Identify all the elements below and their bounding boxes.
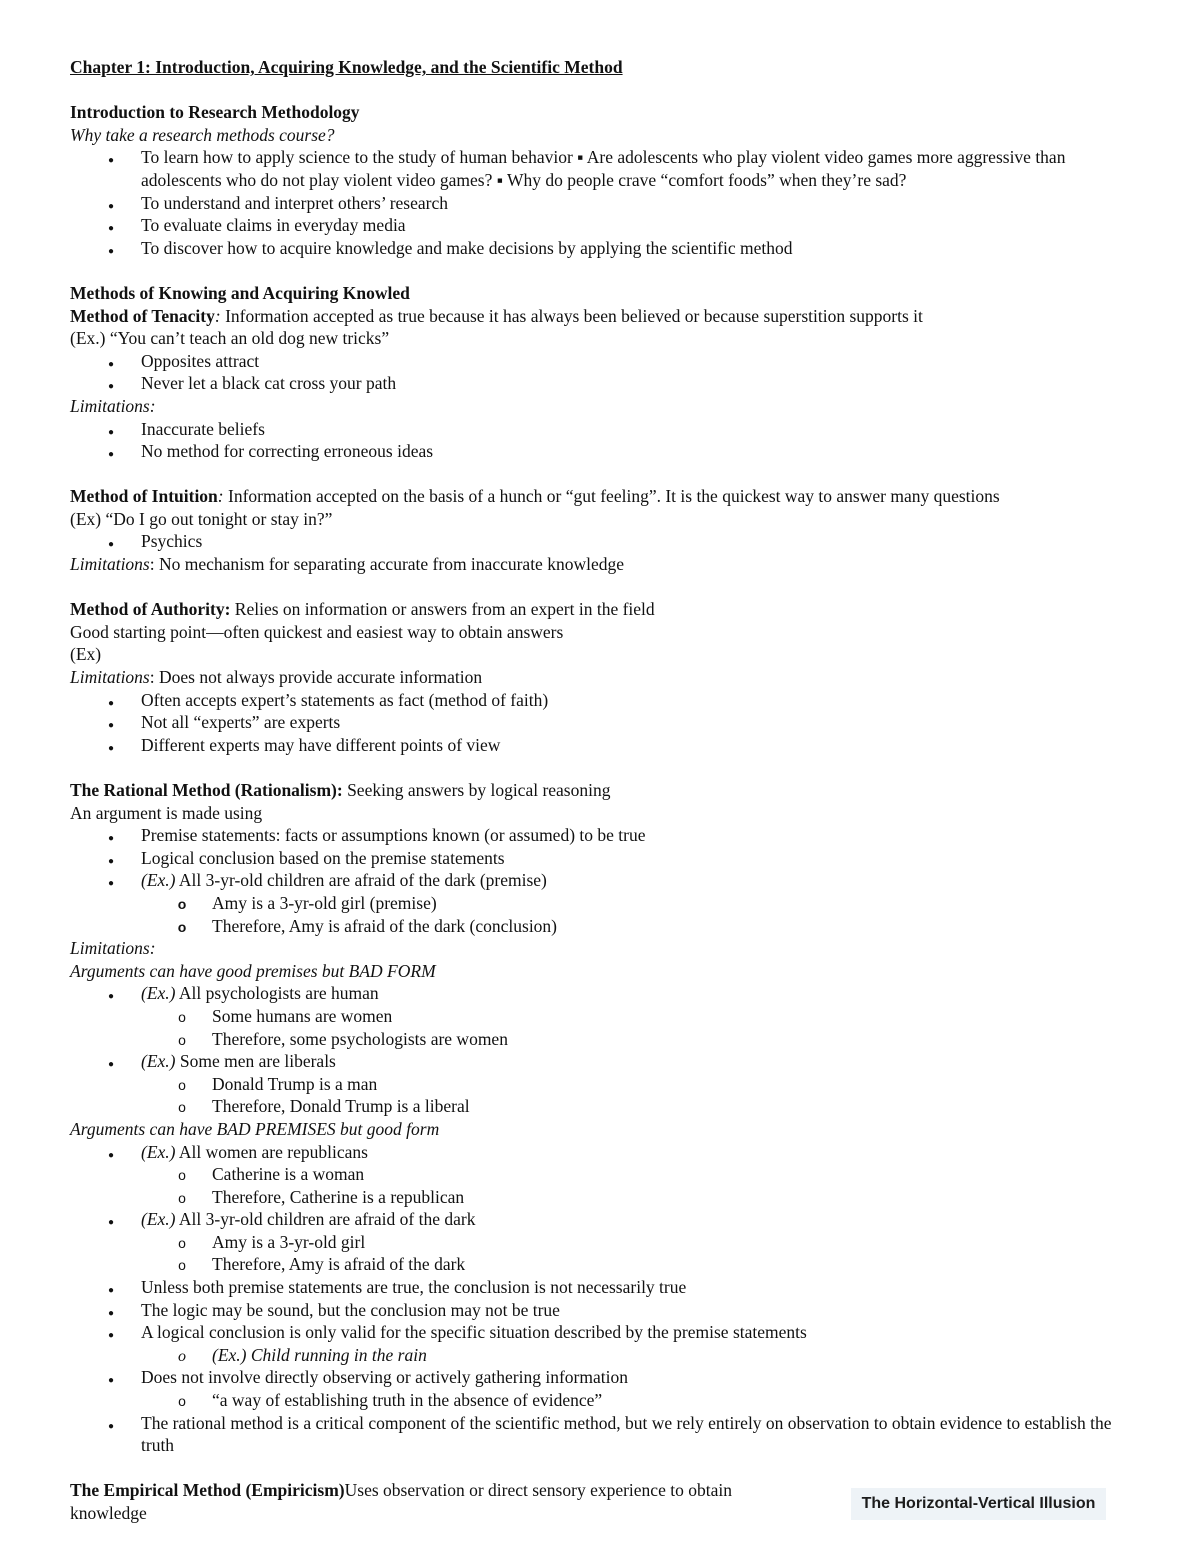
bullet-icon bbox=[104, 372, 118, 399]
list-item: ● Premise statements: facts or assumptions known (or assumed) to be true bbox=[70, 824, 1145, 847]
list-item: ● The rational method is a critical component of the scientific method, but we rely entirely on observation to obtain evidence to establish the truth bbox=[70, 1412, 1145, 1457]
list-item: ● Psychics bbox=[70, 530, 1145, 553]
intro-heading: Introduction to Research Methodology bbox=[70, 102, 360, 123]
empirical-label: The Empirical Method (Empiricism) bbox=[70, 1480, 345, 1501]
list-item: ● (Ex.) All 3-yr-old children are afraid of the dark (premise) bbox=[70, 869, 1145, 892]
sub-bullet-icon bbox=[175, 1389, 189, 1413]
list-item: ● No method for correcting erroneous ideas bbox=[70, 440, 1145, 463]
bullet-icon bbox=[104, 440, 118, 467]
list-item: ● Logical conclusion based on the premise statements bbox=[70, 847, 1145, 870]
authority-line2: Good starting point—often quickest and easiest way to obtain answers bbox=[70, 621, 564, 642]
illusion-figure bbox=[851, 1488, 1106, 1520]
intro-question: Why take a research methods course? bbox=[70, 124, 335, 145]
list-item: ● A logical conclusion is only valid for the specific situation described by the premise statements bbox=[70, 1321, 1145, 1344]
list-item: ● Unless both premise statements are true, the conclusion is not necessarily true bbox=[70, 1276, 1145, 1299]
list-item: ● Inaccurate beliefs bbox=[70, 418, 1145, 441]
list-item: o Amy is a 3-yr-old girl bbox=[70, 1231, 1145, 1254]
authority-definition: Method of Authority: Relies on information or answers from an expert in the field bbox=[70, 599, 655, 620]
list-item: ● (Ex.) All 3-yr-old children are afraid of the dark bbox=[70, 1208, 1145, 1231]
list-item: ● To discover how to acquire knowledge and make decisions by applying the scientific method bbox=[70, 237, 1145, 260]
empirical-definition: The Empirical Method (Empiricism)Uses observation or direct sensory experience to obtain bbox=[70, 1480, 732, 1501]
sub-bullet-icon bbox=[175, 1231, 189, 1255]
list-item: ● Opposites attract bbox=[70, 350, 1145, 373]
bad-form-heading: Arguments can have good premises but BAD FORM bbox=[70, 960, 436, 981]
bullet-icon bbox=[104, 734, 118, 761]
rational-definition: The Rational Method (Rationalism): Seeking answers by logical reasoning bbox=[70, 780, 611, 800]
list-item: ● (Ex.) All women are republicans bbox=[70, 1141, 1145, 1164]
tenacity-limitations-list bbox=[70, 418, 1145, 463]
list-item: ● Does not involve directly observing or actively gathering information bbox=[70, 1366, 1145, 1389]
tenacity-examples-list bbox=[70, 350, 1145, 395]
sub-bullet-icon bbox=[175, 1186, 189, 1210]
sub-bullet-icon bbox=[175, 1253, 189, 1277]
list-item: ● To evaluate claims in everyday media bbox=[70, 214, 1145, 237]
list-item: ● To understand and interpret others’ research bbox=[70, 192, 1145, 215]
tenacity-example: (Ex.) “You can’t teach an old dog new tricks” bbox=[70, 328, 390, 349]
list-item: o Therefore, Donald Trump is a liberal bbox=[70, 1095, 1145, 1118]
authority-limitations-list bbox=[70, 689, 1145, 757]
list-item: o Amy is a 3-yr-old girl (premise) bbox=[70, 892, 1145, 915]
list-item: o Therefore, some psychologists are women bbox=[70, 1028, 1145, 1051]
intro-bullet-list bbox=[70, 146, 1145, 259]
sub-bullet-icon bbox=[175, 1073, 189, 1097]
list-item: o Therefore, Amy is afraid of the dark (conclusion) bbox=[70, 915, 1145, 938]
sub-bullet-icon bbox=[175, 1028, 189, 1052]
authority-example: (Ex) bbox=[70, 644, 102, 665]
rational-points-list bbox=[70, 824, 1145, 937]
list-item: o Donald Trump is a man bbox=[70, 1073, 1145, 1096]
list-item: o Therefore, Catherine is a republican bbox=[70, 1186, 1145, 1209]
list-item: ● Often accepts expert’s statements as fact (method of faith) bbox=[70, 689, 1145, 712]
list-item: o “a way of establishing truth in the absence of evidence” bbox=[70, 1389, 1145, 1412]
list-item: ● Different experts may have different points of view bbox=[70, 734, 1145, 757]
authority-label: Method of Authority: bbox=[70, 599, 231, 620]
rational-intro: An argument is made using bbox=[70, 802, 263, 823]
intuition-definition: Method of Intuition: Information accepted on the basis of a hunch or “gut feeling”. It is the quickest way to answer many questions bbox=[70, 486, 1000, 507]
intuition-example: (Ex) “Do I go out tonight or stay in?” bbox=[70, 508, 333, 529]
bad-premises-list bbox=[70, 1141, 1145, 1457]
bullet-icon bbox=[104, 237, 118, 264]
sub-bullet-icon bbox=[175, 1005, 189, 1029]
bad-premises-heading: Arguments can have BAD PREMISES but good form bbox=[70, 1118, 440, 1139]
illusion-figure-title: The Horizontal-Vertical Illusion bbox=[861, 1495, 1096, 1512]
sub-bullet-icon bbox=[175, 915, 189, 939]
methods-heading: Methods of Knowing and Acquiring Knowled bbox=[70, 282, 410, 303]
rational-limitations-label: Limitations: bbox=[70, 938, 156, 959]
intuition-limitations: Limitations: No mechanism for separating accurate from inaccurate knowledge bbox=[70, 554, 624, 575]
tenacity-label: Method of Tenacity bbox=[70, 305, 215, 326]
sub-bullet-icon bbox=[175, 1095, 189, 1119]
intuition-examples-list bbox=[70, 530, 1145, 553]
rational-label: The Rational Method (Rationalism): bbox=[70, 780, 343, 800]
list-item: ● (Ex.) Some men are liberals bbox=[70, 1050, 1145, 1073]
intuition-label: Method of Intuition bbox=[70, 486, 218, 507]
sub-bullet-icon bbox=[175, 1163, 189, 1187]
tenacity-limitations-label: Limitations: bbox=[70, 395, 156, 416]
list-item: ● Not all “experts” are experts bbox=[70, 711, 1145, 734]
list-item: ● Never let a black cat cross your path bbox=[70, 372, 1145, 395]
empirical-definition-cont: knowledge bbox=[70, 1503, 147, 1523]
bullet-icon bbox=[104, 1412, 118, 1439]
list-item: o Therefore, Amy is afraid of the dark bbox=[70, 1253, 1145, 1276]
document-body bbox=[70, 56, 1145, 1525]
list-item: ● To learn how to apply science to the study of human behavior ▪ Are adolescents who play violent video games more aggressive than adolescents who do not play violent video games? ▪ Why do people crave “comfort foods” when they’re sad? bbox=[70, 146, 1145, 191]
chapter-title: Chapter 1: Introduction, Acquiring Knowledge, and the Scientific Method bbox=[70, 57, 623, 77]
tenacity-definition: Method of Tenacity: Information accepted as true because it has always been believed or because superstition supports it bbox=[70, 305, 923, 326]
sub-bullet-icon bbox=[175, 892, 189, 916]
list-item: o Catherine is a woman bbox=[70, 1163, 1145, 1186]
list-item: o (Ex.) Child running in the rain bbox=[70, 1344, 1145, 1367]
authority-limitations: Limitations: Does not always provide accurate information bbox=[70, 667, 483, 688]
list-item: ● (Ex.) All psychologists are human bbox=[70, 982, 1145, 1005]
bullet-icon bbox=[104, 146, 118, 173]
list-item: ● The logic may be sound, but the conclusion may not be true bbox=[70, 1299, 1145, 1322]
sub-bullet-icon bbox=[175, 1344, 189, 1369]
list-item: o Some humans are women bbox=[70, 1005, 1145, 1028]
bad-form-list bbox=[70, 982, 1145, 1118]
bullet-icon bbox=[104, 530, 118, 557]
